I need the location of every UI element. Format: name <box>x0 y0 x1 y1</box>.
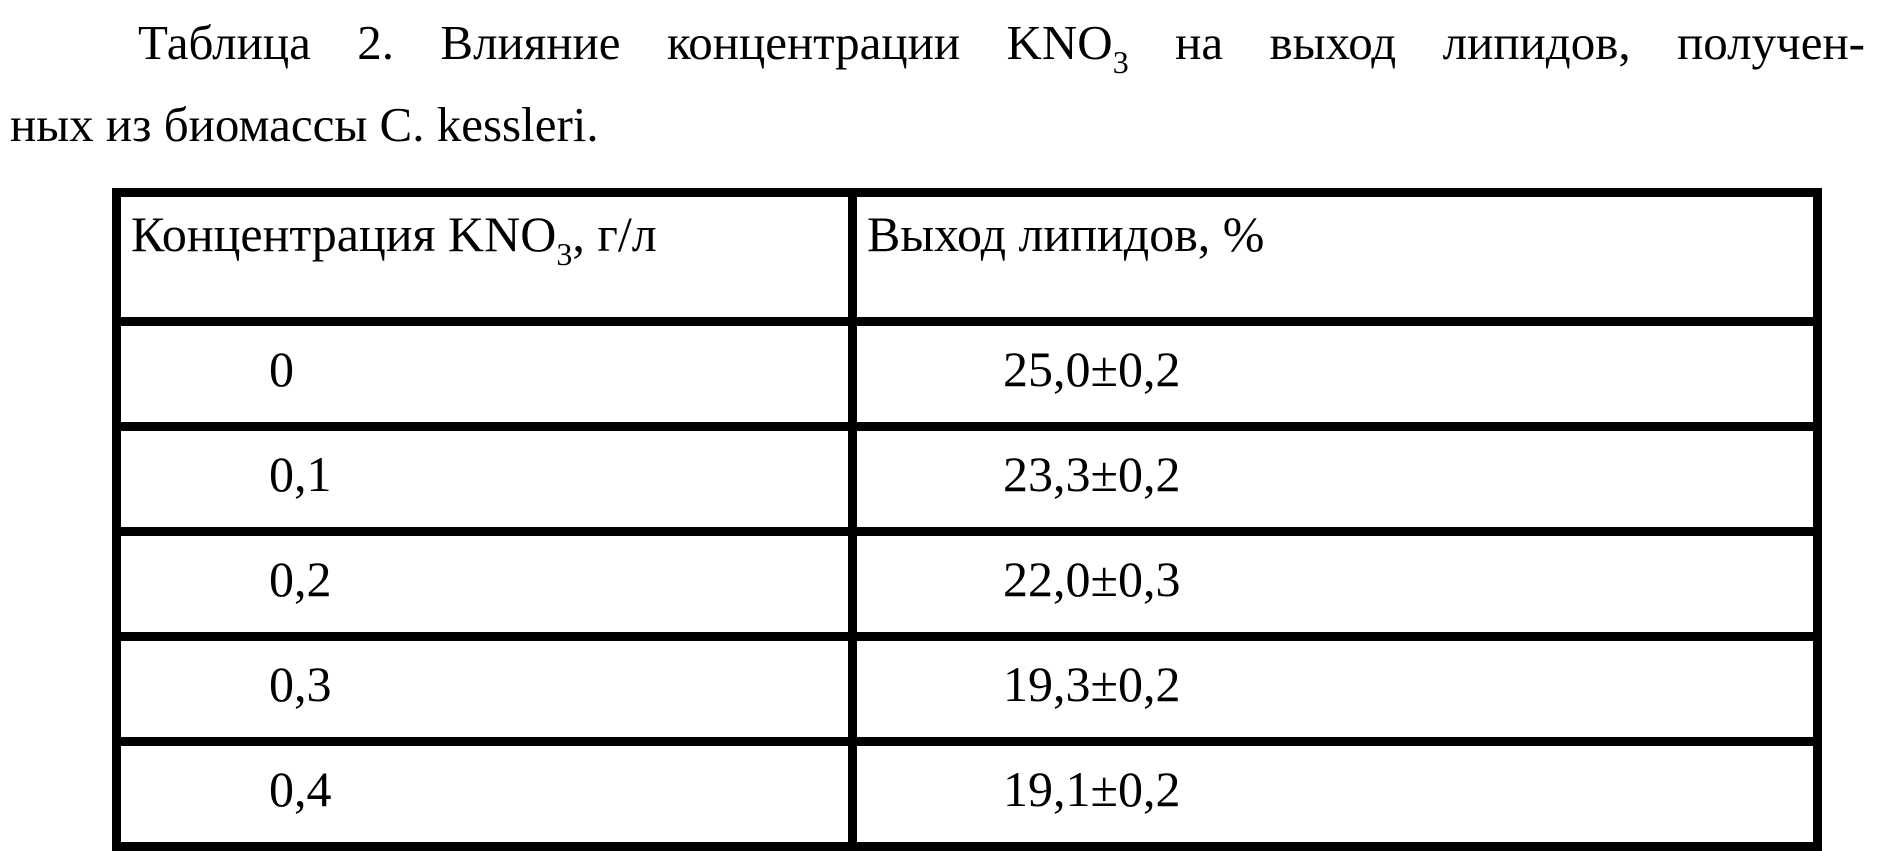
concentration-value: 0,3 <box>117 637 853 742</box>
table-row <box>117 532 1818 637</box>
table-header <box>117 193 1818 322</box>
lipid-yield-table <box>112 188 1822 851</box>
lipid-yield-value: 25,0±0,2 <box>853 322 1818 427</box>
concentration-value: 0,1 <box>117 427 853 532</box>
header-kno3-subscript: 3 <box>556 236 573 272</box>
lipid-yield-value: 22,0±0,3 <box>853 532 1818 637</box>
header-concentration-units: , г/л <box>572 206 657 262</box>
header-cell-concentration <box>117 193 853 322</box>
table-row <box>117 637 1818 742</box>
table-row <box>117 322 1818 427</box>
header-row <box>117 193 1818 322</box>
concentration-value: 0,2 <box>117 532 853 637</box>
concentration-value: 0,4 <box>117 742 853 847</box>
table-caption-line-1 <box>10 2 1865 84</box>
lipid-yield-value: 23,3±0,2 <box>853 427 1818 532</box>
header-concentration-text: Концентрация KNO <box>131 206 557 262</box>
table-row <box>117 427 1818 532</box>
table-row <box>117 742 1818 847</box>
header-cell-lipid-yield: Выход липидов, % <box>853 193 1818 322</box>
concentration-value: 0 <box>117 322 853 427</box>
table-caption <box>10 2 1865 166</box>
kno3-subscript: 3 <box>1112 44 1129 80</box>
caption-text-after-formula: на выход липидов, получен- <box>1128 15 1865 70</box>
table-body <box>117 322 1818 847</box>
table-caption-line-2: ных из биомассы C. kessleri. <box>10 97 599 152</box>
caption-text-before-formula: Таблица 2. Влияние концентрации KNO <box>138 15 1113 70</box>
lipid-yield-value: 19,1±0,2 <box>853 742 1818 847</box>
lipid-yield-value: 19,3±0,2 <box>853 637 1818 742</box>
